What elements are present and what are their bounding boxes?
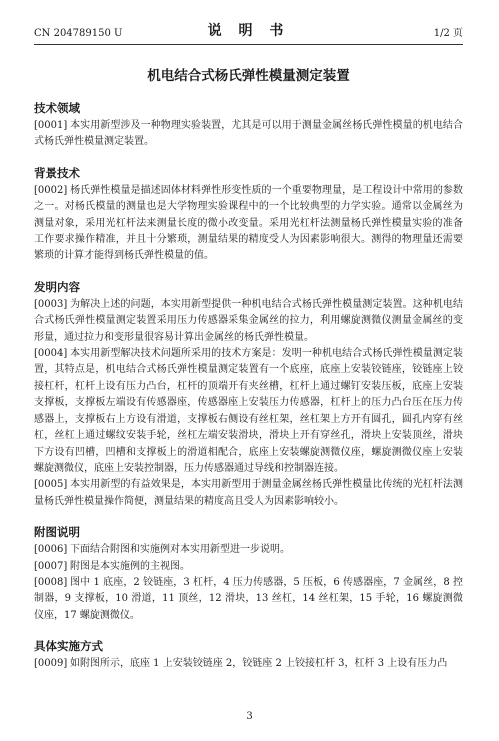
- document-title: 机电结合式杨氏弹性模量测定装置: [147, 68, 350, 84]
- paragraph-text: 图中 1 底座，2 铰链座，3 杠杆，4 压力传感器，5 压板，6 传感器座，7 金属丝，8 控制器，9 支撑板，10 滑道，11 顶丝，12 滑块，13 丝杠，14 丝杠架，15 手轮，16 螺旋测微仪座，17 螺旋测微仪。: [34, 576, 463, 621]
- section-heading-drawings: 附图说明: [34, 525, 80, 540]
- paragraph-number: [0006]: [34, 544, 68, 556]
- page-number: 3: [246, 711, 253, 722]
- paragraph-text: 杨氏弹性模量是描述固体材料弹性形变性质的一个重要物理量，是工程设计中常用的参数之一。对杨氏模量的测量也是大学物理实验课程中的一个比较典型的力学实验。通常以金属丝为测量对象，采用光杠杆法来测量长度的微小改变量。采用光杠杆法测量杨氏弹性模量实验的准备工作要求操作精准，并且十分繁琐，测量结果的精度受人为因素影响很大。测得的物理量还需要繁琐的计算才能得到杨氏弹性模量的值。: [34, 184, 463, 262]
- paragraph-0001: [34, 118, 463, 151]
- section-heading-technical-field: 技术领域: [34, 101, 80, 115]
- page-info: 1/2 页: [433, 28, 463, 39]
- paragraph-text: 附图是本实施例的主视图。: [70, 560, 190, 572]
- paragraph-0004: [34, 346, 463, 477]
- document-type: 说 明 书: [207, 23, 290, 39]
- section-heading-summary: 发明内容: [34, 279, 80, 294]
- section-heading-background: 背景技术: [34, 165, 80, 180]
- paragraph-number: [0009]: [34, 658, 68, 670]
- page-header: [34, 22, 463, 45]
- patent-number: CN 204789150 U: [34, 28, 123, 39]
- paragraph-number: [0004]: [34, 348, 68, 360]
- paragraph-0005: [34, 477, 463, 510]
- paragraph-0009: [34, 656, 463, 672]
- paragraph-number: [0008]: [34, 576, 68, 588]
- paragraph-text: 如附图所示，底座 1 上安装铰链座 2，铰链座 2 上铰接杠杆 3，杠杆 3 上设有压力凸: [70, 658, 448, 670]
- paragraph-text: 为解决上述的问题，本实用新型提供一种机电结合式杨氏弹性模量测定装置。这种机电结合式杨氏弹性模量测定装置采用压力传感器采集金属丝的拉力，利用螺旋测微仪测量金属丝的变形量，通过拉力和变形量很容易计算出金属丝的杨氏弹性模量。: [34, 298, 463, 343]
- paragraph-0002: [34, 183, 463, 265]
- paragraph-text: 本实用新型的有益效果是，本实用新型用于测量金属丝杨氏弹性模量比传统的光杠杆法测量杨氏弹性模量操作简便，测量结果的精度高且受人为因素影响较小。: [34, 479, 463, 507]
- paragraph-0007: [34, 559, 463, 575]
- paragraph-0003: [34, 297, 463, 346]
- document-body: [34, 50, 463, 673]
- paragraph-number: [0005]: [34, 479, 68, 491]
- paragraph-text: 下面结合附图和实施例对本实用新型进一步说明。: [70, 544, 290, 556]
- section-heading-embodiment: 具体实施方式: [34, 639, 103, 654]
- paragraph-number: [0003]: [34, 298, 68, 310]
- paragraph-0008: [34, 575, 463, 624]
- paragraph-text: 本实用新型解决技术问题所采用的技术方案是：发明一种机电结合式杨氏弹性模量测定装置，其特点是，机电结合式杨氏弹性模量测定装置有一个底座，底座上安装铰链座，铰链座上铰接杠杆，杠杆上设有压力凸台，杠杆的顶端开有夹丝槽，杠杆上通过螺钉安装压板，底座上安装支撑板，支撑板左端设有传感器座，传感器座上安装压力传感器，杠杆上的压力凸台压在压力传感器上，支撑板右上方设有滑道，支撑板右侧设有丝杠架，丝杠架上方开有圆孔，圆孔内穿有丝杠，丝杠上通过螺纹安装手轮，丝杠左端安装滑块，滑块上开有穿丝孔，滑块上安装顶丝，滑块下方设有凹槽，凹槽和支撑板上的滑道相配合，底座上安装螺旋测微仪座，螺旋测微仪座上安装螺旋测微仪，底座上安装控制器，压力传感器通过导线和控制器连接。: [34, 348, 463, 474]
- paragraph-text: 本实用新型涉及一种物理实验装置，尤其是可以用于测量金属丝杨氏弹性模量的机电结合式杨氏弹性模量测定装置。: [34, 120, 463, 148]
- paragraph-number: [0007]: [34, 560, 68, 572]
- paragraph-number: [0001]: [34, 120, 68, 131]
- paragraph-number: [0002]: [34, 184, 68, 196]
- paragraph-0006: [34, 542, 463, 558]
